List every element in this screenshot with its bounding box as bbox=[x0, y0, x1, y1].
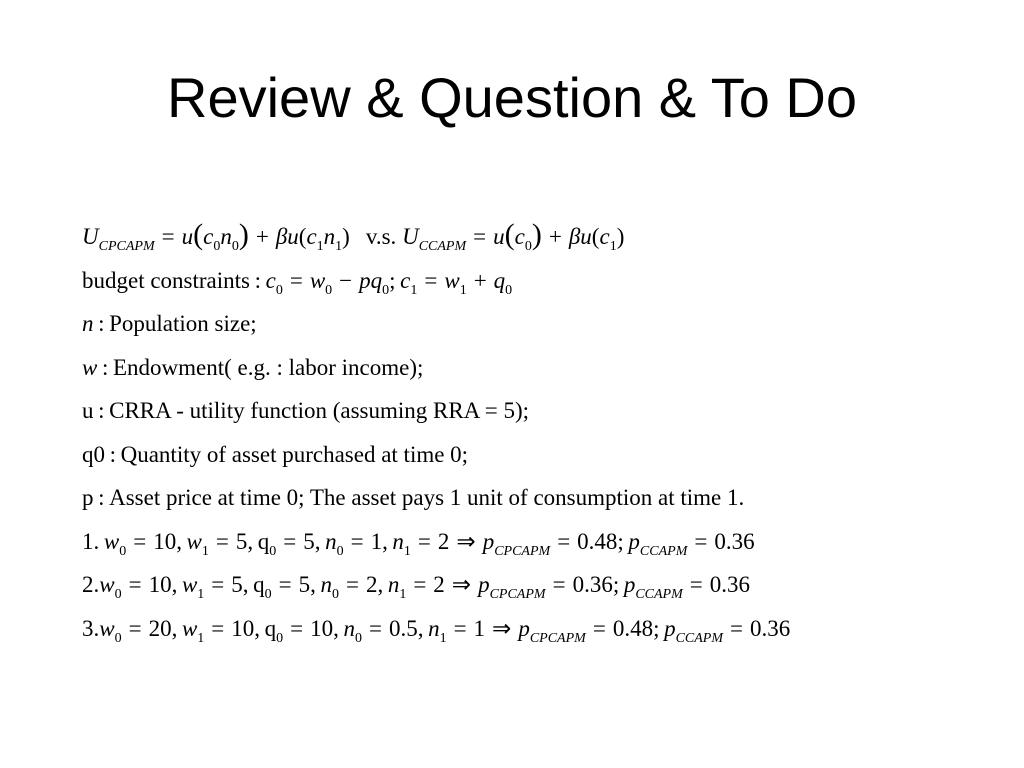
slide-title: Review & Question & To Do bbox=[167, 66, 857, 129]
scenario-n1: 1 bbox=[473, 615, 486, 641]
scenario-2: $2.w_0 = 10$, $w_1 = 5$, $q_0 = 5$, $n_0 = 2$, $n_1 = 2$ ⇒ $p_{CPCAPM} = 0.36$; $p_{CCAPM} = 0.36$ bbox=[82, 572, 750, 602]
scenario-w0: 20 bbox=[148, 615, 172, 641]
scenario-n0: 2 bbox=[365, 572, 378, 597]
budget-label: budget constraints bbox=[82, 267, 250, 293]
scenario-p-ccapm: 0.36 bbox=[709, 572, 750, 597]
definition-q0: q0 : Quantity of asset purchased at time 0; bbox=[82, 441, 469, 467]
scenario-q0: 10 bbox=[310, 615, 334, 641]
scenario-index: 2. bbox=[82, 572, 100, 597]
slide-body bbox=[82, 215, 982, 650]
definition-text: Endowment( e.g. : labor income); bbox=[112, 354, 424, 380]
scenario-p-ccapm: 0.36 bbox=[750, 615, 791, 641]
scenario-p-ccapm: 0.36 bbox=[714, 528, 755, 554]
definition-symbol: n bbox=[82, 311, 94, 336]
definition-u: u : CRRA - utility function (assuming RRA = 5); bbox=[82, 398, 530, 423]
scenario-w1: 5 bbox=[231, 572, 243, 597]
definition-n: n : Population size; bbox=[82, 311, 257, 336]
scenario-n1: 2 bbox=[437, 528, 450, 554]
scenario-w1: 5 bbox=[235, 528, 248, 554]
scenario-p-cpcapm: 0.48 bbox=[577, 528, 618, 554]
definition-symbol: w bbox=[82, 354, 98, 380]
scenario-n0: 1 bbox=[370, 528, 383, 554]
scenario-q0: 5 bbox=[303, 528, 315, 554]
scenario-p-cpcapm: 0.48 bbox=[612, 615, 654, 641]
definition-symbol: u bbox=[82, 398, 94, 423]
definition-w: w : Endowment( e.g. : labor income); bbox=[82, 354, 424, 380]
scenario-n1: 2 bbox=[433, 572, 445, 597]
definition-text: CRRA - utility function (assuming RRA = 5); bbox=[109, 398, 530, 423]
scenario-q0: 5 bbox=[298, 572, 311, 597]
definition-symbol: q0 bbox=[82, 441, 105, 467]
scenario-1: 1. $w_0 = 10$, $w_1 = 5$, $q_0 = 5$, $n_0 = 1$, $n_1 = 2$ ⇒ $p_{CPCAPM} = 0.48$; $p_{CCAPM} = 0.36$ bbox=[82, 528, 755, 559]
vs-label: v.s. bbox=[365, 224, 397, 249]
scenario-n0: 0.5 bbox=[388, 615, 418, 641]
scenario-w0: 10 bbox=[153, 528, 177, 554]
definition-text: Asset price at time 0; The asset pays 1 unit of consumption at time 1. bbox=[109, 485, 745, 510]
utility-formula: $U_{CPCAPM} = u(c_0n_0) + \beta u(c_1n_1)$ v.s. $U_{CCAPM} = u(c_0) + \beta u(c_1)$ bbox=[82, 218, 625, 254]
definition-text: Population size; bbox=[109, 311, 257, 336]
budget-constraints: budget constraints : $c_0 = w_0 - pq_0$; $c_1 = w_1 + q_0$ bbox=[82, 267, 513, 298]
scenario-w0: 10 bbox=[148, 572, 172, 597]
scenario-index: 1. bbox=[82, 528, 100, 554]
definition-symbol: p bbox=[82, 485, 94, 510]
definition-text: Quantity of asset purchased at time 0; bbox=[120, 441, 469, 467]
definition-p: p : Asset price at time 0; The asset pays 1 unit of consumption at time 1. bbox=[82, 485, 745, 510]
scenario-index: 3. bbox=[82, 615, 100, 641]
scenario-p-cpcapm: 0.36 bbox=[572, 572, 613, 597]
scenario-3: $3.w_0 = 20$, $w_1 = 10$, $q_0 = 10$, $n_0 = 0.5$, $n_1 = 1$ ⇒ $p_{CPCAPM} = 0.48$; $p_{CCAPM} = 0.36$ bbox=[82, 615, 791, 646]
scenario-w1: 10 bbox=[231, 615, 255, 641]
